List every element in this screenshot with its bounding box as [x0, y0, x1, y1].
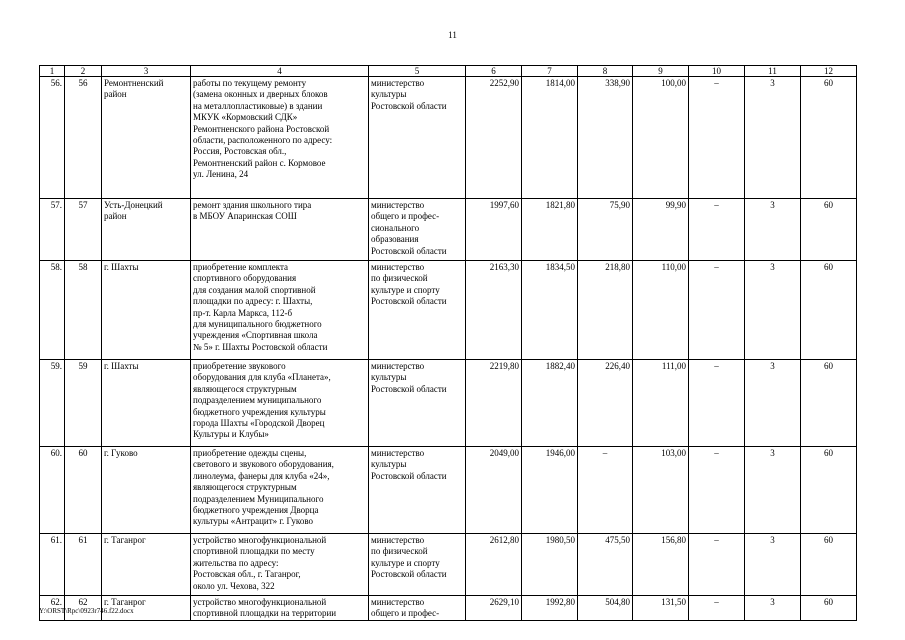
municipality: г. Шахты [102, 261, 191, 360]
amount-col7: 1992,80 [522, 596, 578, 621]
amount-col8: – [578, 447, 633, 534]
value-col12: 60 [801, 360, 857, 447]
municipality: г. Таганрог [102, 596, 191, 621]
object-description: приобретение одежды сцены, светового и звукового оборудования, линолеума, фанеры для клуба «24», являющегося структурным подразделением Муниципального бюджетного учреждения Дворца культуры «Антрацит» г. Гуково [191, 447, 369, 534]
item-number: 57 [65, 199, 102, 261]
row-number: 59. [40, 360, 65, 447]
amount-col9: 100,00 [633, 77, 689, 199]
header-cell: 11 [745, 66, 801, 77]
total-amount: 2219,80 [466, 360, 522, 447]
total-amount: 2629,10 [466, 596, 522, 621]
item-number: 56 [65, 77, 102, 199]
row-number: 62. [40, 596, 65, 621]
amount-col10: – [689, 261, 745, 360]
amount-col10: – [689, 596, 745, 621]
amount-col10: – [689, 77, 745, 199]
amount-col7: 1834,50 [522, 261, 578, 360]
value-col11: 3 [745, 534, 801, 596]
ministry: министерство по физической культуре и спорту Ростовской области [369, 534, 466, 596]
ministry: министерство культуры Ростовской области [369, 360, 466, 447]
table-body [40, 77, 857, 621]
value-col12: 60 [801, 596, 857, 621]
municipality: г. Таганрог [102, 534, 191, 596]
page-number: 11 [448, 30, 457, 40]
header-cell: 7 [522, 66, 578, 77]
item-number: 59 [65, 360, 102, 447]
table-row [40, 360, 857, 447]
ministry: министерство культуры Ростовской области [369, 447, 466, 534]
value-col12: 60 [801, 534, 857, 596]
table-row [40, 199, 857, 261]
amount-col7: 1821,80 [522, 199, 578, 261]
table-row [40, 261, 857, 360]
value-col11: 3 [745, 447, 801, 534]
object-description: приобретение звукового оборудования для клуба «Планета», являющегося структурным подразделением муниципального бюджетного учреждения культуры города Шахты «Городской Дворец Культуры и Клубы» [191, 360, 369, 447]
total-amount: 2163,30 [466, 261, 522, 360]
item-number: 62 [65, 596, 102, 621]
row-number: 57. [40, 199, 65, 261]
value-col12: 60 [801, 447, 857, 534]
object-description: приобретение комплекта спортивного оборудования для создания малой спортивной площадки по адресу: г. Шахты, пр-т. Карла Маркса, 112-б для муниципального бюджетного учреждения «Спортивная школа № 5» г. Шахты Ростовской области [191, 261, 369, 360]
row-number: 61. [40, 534, 65, 596]
table-row [40, 447, 857, 534]
row-number: 56. [40, 77, 65, 199]
table-row [40, 77, 857, 199]
amount-col10: – [689, 447, 745, 534]
amount-col8: 338,90 [578, 77, 633, 199]
amount-col7: 1814,00 [522, 77, 578, 199]
amount-col9: 103,00 [633, 447, 689, 534]
object-description: устройство многофункциональной спортивной площадки на территории [191, 596, 369, 621]
value-col11: 3 [745, 360, 801, 447]
value-col11: 3 [745, 77, 801, 199]
value-col12: 60 [801, 77, 857, 199]
header-cell: 2 [65, 66, 102, 77]
amount-col8: 475,50 [578, 534, 633, 596]
amount-col8: 218,80 [578, 261, 633, 360]
ministry: министерство культуры Ростовской области [369, 77, 466, 199]
row-number: 60. [40, 447, 65, 534]
table-row [40, 596, 857, 621]
amount-col10: – [689, 360, 745, 447]
amount-col8: 226,40 [578, 360, 633, 447]
item-number: 61 [65, 534, 102, 596]
amount-col7: 1946,00 [522, 447, 578, 534]
ministry: министерство общего и профес- сионального образования Ростовской области [369, 199, 466, 261]
amount-col9: 110,00 [633, 261, 689, 360]
table-row [40, 534, 857, 596]
municipality: Ремонтненский район [102, 77, 191, 199]
ministry: министерство общего и профес- [369, 596, 466, 621]
amount-col8: 75,90 [578, 199, 633, 261]
value-col11: 3 [745, 261, 801, 360]
amount-col7: 1980,50 [522, 534, 578, 596]
total-amount: 2252,90 [466, 77, 522, 199]
total-amount: 2049,00 [466, 447, 522, 534]
municipality: Усть-Донецкий район [102, 199, 191, 261]
ministry: министерство по физической культуре и спорту Ростовской области [369, 261, 466, 360]
object-description: работы по текущему ремонту (замена оконных и дверных блоков на металлопластиковые) в здании МКУК «Кормовский СДК» Ремонтненского района Ростовской области, расположенного по адресу: Россия, Ростовская обл., Ремонтненский район с. Кормовое ул. Ленина, 24 [191, 77, 369, 199]
row-number: 58. [40, 261, 65, 360]
table-header [40, 66, 857, 77]
header-cell: 10 [689, 66, 745, 77]
header-row [40, 66, 857, 77]
item-number: 58 [65, 261, 102, 360]
amount-col8: 504,80 [578, 596, 633, 621]
header-cell: 4 [191, 66, 369, 77]
header-cell: 5 [369, 66, 466, 77]
item-number: 60 [65, 447, 102, 534]
file-path-footer: Y:\ORST\Rpc\0923r746.f22.docx [39, 607, 134, 615]
municipality: г. Гуково [102, 447, 191, 534]
object-description: устройство многофункциональной спортивной площадки по месту жительства по адресу: Ростовская обл., г. Таганрог, около ул. Чехова, 322 [191, 534, 369, 596]
value-col12: 60 [801, 199, 857, 261]
object-description: ремонт здания школьного тира в МБОУ Апаринская СОШ [191, 199, 369, 261]
amount-col10: – [689, 534, 745, 596]
header-cell: 1 [40, 66, 65, 77]
data-table [39, 65, 857, 621]
amount-col10: – [689, 199, 745, 261]
amount-col9: 131,50 [633, 596, 689, 621]
amount-col9: 156,80 [633, 534, 689, 596]
total-amount: 1997,60 [466, 199, 522, 261]
amount-col9: 99,90 [633, 199, 689, 261]
header-cell: 8 [578, 66, 633, 77]
value-col12: 60 [801, 261, 857, 360]
header-cell: 9 [633, 66, 689, 77]
header-cell: 12 [801, 66, 857, 77]
header-cell: 3 [102, 66, 191, 77]
amount-col9: 111,00 [633, 360, 689, 447]
value-col11: 3 [745, 596, 801, 621]
header-cell: 6 [466, 66, 522, 77]
total-amount: 2612,80 [466, 534, 522, 596]
municipality: г. Шахты [102, 360, 191, 447]
value-col11: 3 [745, 199, 801, 261]
amount-col7: 1882,40 [522, 360, 578, 447]
